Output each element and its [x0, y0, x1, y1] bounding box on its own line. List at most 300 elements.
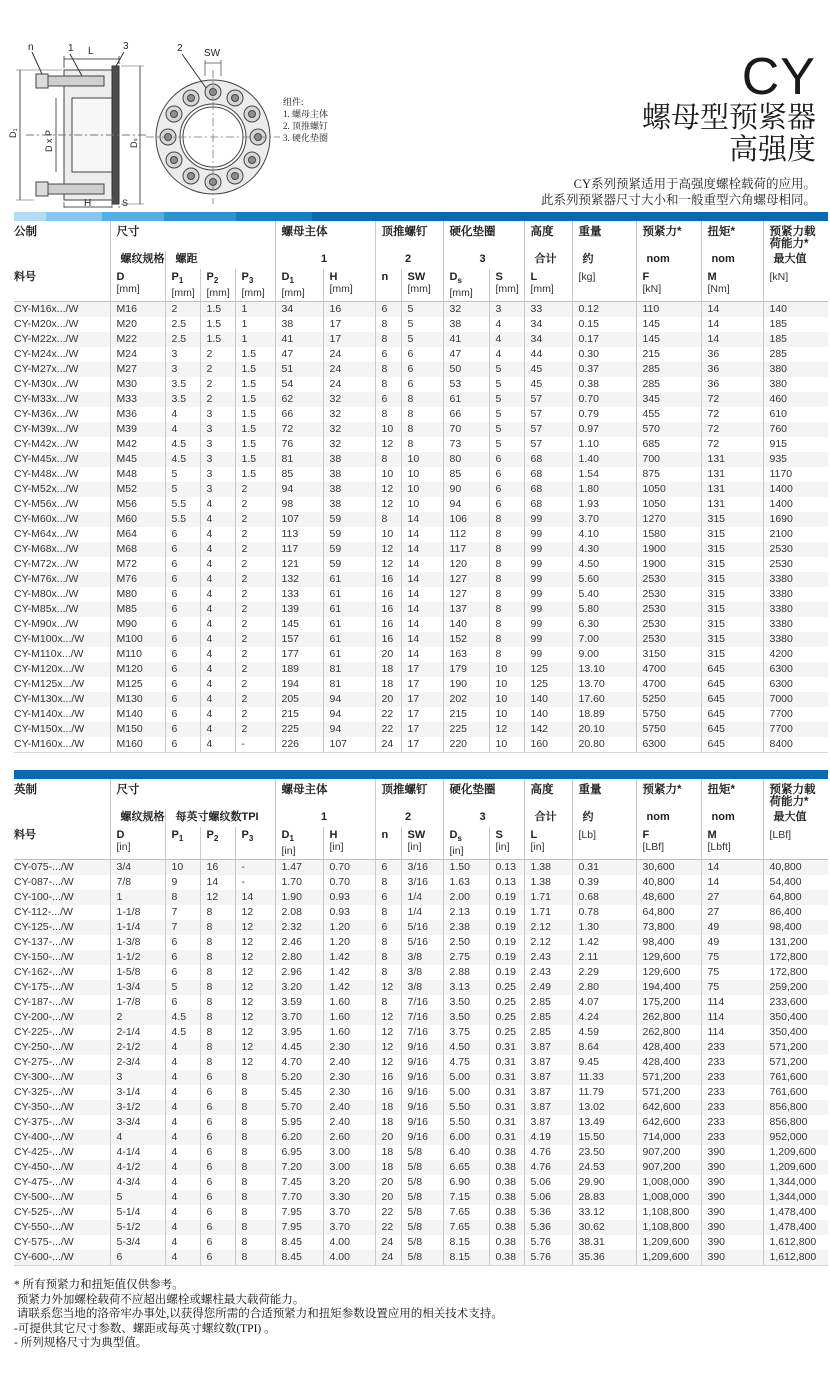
- data-cell: 2.30: [323, 1040, 375, 1055]
- data-cell: 133: [275, 587, 323, 602]
- data-cell: 1.42: [572, 935, 636, 950]
- column-header: $P_2$ [mm]: [200, 269, 235, 302]
- label-DxP: D x P: [44, 129, 54, 152]
- data-cell: 107: [275, 512, 323, 527]
- data-cell: M56: [110, 497, 165, 512]
- data-cell: 1-7/8: [110, 995, 165, 1010]
- data-cell: 36: [701, 347, 763, 362]
- data-cell: 5.00: [443, 1070, 489, 1085]
- sub-blank: [14, 251, 110, 269]
- data-cell: 13.70: [572, 677, 636, 692]
- data-cell: 2.96: [275, 965, 323, 980]
- column-header: M [Nm]: [701, 269, 763, 302]
- data-cell: 3.95: [275, 1025, 323, 1040]
- data-cell: 1.20: [323, 920, 375, 935]
- part-number-cell: CY-M160x.../W: [14, 737, 110, 753]
- data-cell: 5.76: [524, 1235, 572, 1250]
- data-cell: 22: [375, 1220, 401, 1235]
- data-cell: 2.50: [443, 935, 489, 950]
- label-SW: SW: [204, 48, 221, 59]
- data-cell: 2530: [636, 602, 701, 617]
- data-cell: 4700: [636, 677, 701, 692]
- data-cell: 645: [701, 692, 763, 707]
- data-cell: 3: [200, 407, 235, 422]
- data-cell: 915: [763, 437, 828, 452]
- column-header: F [LBf]: [636, 827, 701, 860]
- sub-blank: [14, 809, 110, 827]
- data-cell: M52: [110, 482, 165, 497]
- data-cell: 1.50: [443, 860, 489, 876]
- data-cell: 760: [763, 422, 828, 437]
- data-cell: 2: [235, 677, 275, 692]
- data-cell: 32: [443, 302, 489, 318]
- label-D1: D₁: [8, 128, 18, 138]
- data-cell: 4: [200, 587, 235, 602]
- data-cell: 32: [323, 392, 375, 407]
- data-cell: 1,108,800: [636, 1220, 701, 1235]
- sub-total: 合计: [524, 809, 572, 827]
- data-cell: 5: [401, 332, 443, 347]
- data-cell: 57: [524, 422, 572, 437]
- data-cell: 18: [375, 677, 401, 692]
- part-number-cell: CY-M60x.../W: [14, 513, 79, 526]
- data-cell: 113: [275, 527, 323, 542]
- group-torque: 扭矩*: [701, 779, 763, 809]
- data-cell: 11.33: [572, 1070, 636, 1085]
- side-view: [16, 52, 146, 208]
- data-cell: 140: [763, 302, 828, 318]
- data-cell: 68: [524, 467, 572, 482]
- part-number-cell: CY-575-.../W: [14, 1236, 74, 1249]
- column-header: $P_3$: [235, 827, 275, 860]
- sub-part-3: 3: [443, 809, 524, 827]
- data-cell: 856,800: [763, 1100, 828, 1115]
- data-cell: 80: [443, 452, 489, 467]
- data-cell: 1.71: [524, 890, 572, 905]
- data-cell: 12: [200, 890, 235, 905]
- data-cell: 1-1/8: [110, 905, 165, 920]
- data-cell: 3380: [763, 572, 828, 587]
- data-cell: 10: [401, 452, 443, 467]
- data-cell: 8: [375, 950, 401, 965]
- data-cell: 17: [401, 707, 443, 722]
- column-header: n: [375, 827, 401, 860]
- data-cell: 4: [489, 332, 524, 347]
- data-cell: 0.25: [489, 995, 524, 1010]
- data-cell: 5.76: [524, 1250, 572, 1266]
- data-cell: 8: [235, 1085, 275, 1100]
- data-cell: M68: [110, 542, 165, 557]
- data-cell: 27: [701, 905, 763, 920]
- data-cell: 3.00: [323, 1145, 375, 1160]
- data-cell: 70: [443, 422, 489, 437]
- data-cell: 14: [235, 890, 275, 905]
- table-row: [14, 587, 828, 602]
- table-row: [14, 1235, 828, 1250]
- data-cell: 125: [524, 662, 572, 677]
- data-cell: 1.63: [443, 875, 489, 890]
- data-cell: 5.06: [524, 1175, 572, 1190]
- data-cell: 14: [401, 587, 443, 602]
- data-cell: 110: [636, 302, 701, 318]
- table-row: [14, 965, 828, 980]
- data-cell: 10: [489, 737, 524, 753]
- column-header: L [in]: [524, 827, 572, 860]
- data-cell: 428,400: [636, 1055, 701, 1070]
- data-cell: M39: [110, 422, 165, 437]
- grade-title: 高强度: [728, 134, 816, 166]
- group-capacity: 预紧力载荷能力*: [763, 221, 828, 251]
- data-cell: 9.45: [572, 1055, 636, 1070]
- data-cell: 1270: [636, 512, 701, 527]
- data-cell: 1/4: [401, 905, 443, 920]
- data-cell: 233: [701, 1070, 763, 1085]
- data-cell: 16: [375, 587, 401, 602]
- data-cell: 2: [110, 1010, 165, 1025]
- data-cell: 6.40: [443, 1145, 489, 1160]
- data-cell: 455: [636, 407, 701, 422]
- data-cell: 315: [701, 587, 763, 602]
- data-cell: 315: [701, 527, 763, 542]
- data-cell: 32: [323, 437, 375, 452]
- data-cell: 98,400: [636, 935, 701, 950]
- data-cell: 2.88: [443, 965, 489, 980]
- data-cell: 4: [200, 677, 235, 692]
- data-cell: 18: [375, 1100, 401, 1115]
- data-cell: 700: [636, 452, 701, 467]
- data-cell: 2: [235, 557, 275, 572]
- data-cell: 8: [235, 1130, 275, 1145]
- data-cell: 10: [165, 860, 200, 876]
- table-row: [14, 347, 828, 362]
- data-cell: 14: [701, 332, 763, 347]
- table-row: [14, 572, 828, 587]
- part-number-cell: CY-400-.../W: [14, 1131, 74, 1144]
- data-cell: 24: [323, 347, 375, 362]
- data-cell: 35.36: [572, 1250, 636, 1266]
- data-cell: 90: [443, 482, 489, 497]
- column-header: [Lb]: [572, 827, 636, 860]
- data-cell: 3/8: [401, 950, 443, 965]
- data-cell: 0.25: [489, 1025, 524, 1040]
- data-cell: 8: [235, 1160, 275, 1175]
- data-cell: 8: [489, 647, 524, 662]
- column-header: 料号: [14, 827, 110, 860]
- table-row: [14, 1070, 828, 1085]
- data-cell: 5/16: [401, 920, 443, 935]
- data-cell: 61: [323, 617, 375, 632]
- data-cell: 3/8: [401, 965, 443, 980]
- data-cell: 6: [165, 647, 200, 662]
- data-cell: 1050: [636, 497, 701, 512]
- data-cell: 12: [235, 1040, 275, 1055]
- data-cell: 2: [235, 617, 275, 632]
- sub-nom-m: nom: [701, 809, 763, 827]
- data-cell: 0.19: [489, 935, 524, 950]
- data-cell: 117: [275, 542, 323, 557]
- data-cell: 390: [701, 1145, 763, 1160]
- data-cell: 1.10: [572, 437, 636, 452]
- data-cell: 4: [200, 512, 235, 527]
- table-row: [14, 677, 828, 692]
- data-cell: 285: [763, 347, 828, 362]
- data-cell: 1.30: [572, 920, 636, 935]
- data-cell: 16: [200, 860, 235, 876]
- data-cell: 14: [701, 860, 763, 876]
- part-number-cell: CY-M42x.../W: [14, 438, 79, 451]
- data-cell: 22: [375, 707, 401, 722]
- data-cell: 315: [701, 647, 763, 662]
- part-number-cell: CY-075-.../W: [14, 861, 74, 874]
- table-row: [14, 860, 828, 876]
- part-number-cell: CY-M36x.../W: [14, 408, 79, 421]
- data-cell: 6: [200, 1085, 235, 1100]
- data-cell: 6: [401, 377, 443, 392]
- data-cell: 24: [375, 1235, 401, 1250]
- data-cell: 1.5: [200, 302, 235, 318]
- data-cell: 75: [701, 950, 763, 965]
- data-cell: 2.40: [323, 1100, 375, 1115]
- data-cell: 4200: [763, 647, 828, 662]
- part-number-cell: CY-M16x.../W: [14, 303, 79, 316]
- data-cell: 1.38: [524, 860, 572, 876]
- data-cell: 2: [235, 527, 275, 542]
- data-cell: 4.30: [572, 542, 636, 557]
- data-cell: 6: [489, 482, 524, 497]
- data-cell: 8: [401, 422, 443, 437]
- data-cell: 1.42: [323, 965, 375, 980]
- part-number-cell: CY-475-.../W: [14, 1176, 74, 1189]
- data-cell: 14: [701, 875, 763, 890]
- data-cell: 3380: [763, 602, 828, 617]
- data-cell: 38: [443, 317, 489, 332]
- sub-part-2: 2: [375, 809, 443, 827]
- data-cell: 5: [401, 302, 443, 318]
- data-cell: 571,200: [636, 1070, 701, 1085]
- part-number-cell: CY-250-.../W: [14, 1041, 74, 1054]
- data-cell: 350,400: [763, 1025, 828, 1040]
- data-cell: 14: [401, 572, 443, 587]
- data-cell: 9/16: [401, 1100, 443, 1115]
- data-cell: 9/16: [401, 1040, 443, 1055]
- data-cell: 3.13: [443, 980, 489, 995]
- data-cell: 4: [165, 1205, 200, 1220]
- data-cell: 0.38: [572, 377, 636, 392]
- data-cell: 5: [165, 980, 200, 995]
- data-cell: 3: [200, 422, 235, 437]
- data-cell: 4: [165, 1115, 200, 1130]
- data-cell: 10: [401, 482, 443, 497]
- data-cell: 99: [524, 572, 572, 587]
- data-cell: 6: [200, 1130, 235, 1145]
- data-cell: 2.30: [323, 1085, 375, 1100]
- data-cell: 7.95: [275, 1205, 323, 1220]
- data-cell: 345: [636, 392, 701, 407]
- data-cell: 1.60: [323, 1025, 375, 1040]
- data-cell: 3.20: [275, 980, 323, 995]
- table-row: [14, 1190, 828, 1205]
- data-cell: 131: [701, 482, 763, 497]
- data-cell: 3150: [636, 647, 701, 662]
- data-cell: 2-3/4: [110, 1055, 165, 1070]
- data-cell: 8: [165, 890, 200, 905]
- data-cell: 127: [443, 587, 489, 602]
- table-row: [14, 362, 828, 377]
- data-cell: 22: [375, 1205, 401, 1220]
- column-header: $D_1$ [mm]: [275, 269, 323, 302]
- data-cell: 9/16: [401, 1055, 443, 1070]
- data-cell: 8: [375, 362, 401, 377]
- data-cell: 157: [275, 632, 323, 647]
- data-cell: 0.79: [572, 407, 636, 422]
- product-type-title: 螺母型预紧器: [641, 102, 816, 134]
- data-cell: 11.79: [572, 1085, 636, 1100]
- data-cell: 8: [401, 437, 443, 452]
- data-cell: 30,600: [636, 860, 701, 876]
- data-cell: 36: [701, 377, 763, 392]
- data-cell: 0.39: [572, 875, 636, 890]
- data-cell: 3: [200, 482, 235, 497]
- data-cell: 4.00: [323, 1235, 375, 1250]
- data-cell: 0.19: [489, 905, 524, 920]
- data-cell: 5/8: [401, 1205, 443, 1220]
- column-header: $P_1$: [165, 827, 200, 860]
- data-cell: 3.70: [572, 512, 636, 527]
- data-cell: 47: [443, 347, 489, 362]
- data-cell: 16: [375, 1085, 401, 1100]
- data-cell: 1,008,000: [636, 1175, 701, 1190]
- data-cell: 8: [200, 1040, 235, 1055]
- table-row: [14, 980, 828, 995]
- data-cell: 4: [110, 1130, 165, 1145]
- data-cell: 6: [165, 557, 200, 572]
- data-cell: 0.38: [489, 1220, 524, 1235]
- data-cell: M48: [110, 467, 165, 482]
- data-cell: 4.10: [572, 527, 636, 542]
- part-number-cell: CY-M140x.../W: [14, 708, 85, 721]
- data-cell: 24: [323, 377, 375, 392]
- data-cell: 4: [200, 647, 235, 662]
- column-header: L [mm]: [524, 269, 572, 302]
- data-cell: 8: [375, 407, 401, 422]
- data-cell: 3: [165, 347, 200, 362]
- data-cell: M90: [110, 617, 165, 632]
- data-cell: 4: [200, 692, 235, 707]
- data-cell: 8: [235, 1145, 275, 1160]
- data-cell: 179: [443, 662, 489, 677]
- data-cell: 125: [524, 677, 572, 692]
- column-header: [LBf]: [763, 827, 828, 860]
- data-cell: 0.31: [489, 1040, 524, 1055]
- data-cell: 98,400: [763, 920, 828, 935]
- data-cell: 14: [200, 875, 235, 890]
- data-cell: 2530: [763, 557, 828, 572]
- data-cell: 48,600: [636, 890, 701, 905]
- data-cell: 139: [275, 602, 323, 617]
- data-cell: 6: [165, 632, 200, 647]
- data-cell: 9/16: [401, 1115, 443, 1130]
- data-cell: 6: [165, 737, 200, 753]
- data-cell: 4.5: [165, 1010, 200, 1025]
- data-cell: 36: [701, 362, 763, 377]
- data-cell: 6: [165, 692, 200, 707]
- data-cell: 41: [443, 332, 489, 347]
- data-cell: 2: [200, 362, 235, 377]
- data-cell: 99: [524, 632, 572, 647]
- data-cell: 86,400: [763, 905, 828, 920]
- group-dimensions: 尺寸: [110, 221, 275, 251]
- data-cell: 12: [235, 980, 275, 995]
- data-cell: 8: [401, 407, 443, 422]
- data-cell: 129,600: [636, 965, 701, 980]
- part-number-cell: CY-M68x.../W: [14, 543, 79, 556]
- data-cell: 27: [701, 890, 763, 905]
- data-cell: 3/8: [401, 980, 443, 995]
- data-cell: 142: [524, 722, 572, 737]
- table-row: [14, 1040, 828, 1055]
- data-cell: 6: [200, 1190, 235, 1205]
- sub-tpi: 每英寸螺纹数TPI: [165, 809, 275, 827]
- data-cell: 5: [489, 437, 524, 452]
- table-row: [14, 602, 828, 617]
- data-cell: 0.38: [489, 1190, 524, 1205]
- data-cell: 0.13: [489, 860, 524, 876]
- data-cell: 81: [275, 452, 323, 467]
- data-cell: -: [235, 737, 275, 753]
- data-cell: 94: [275, 482, 323, 497]
- data-cell: 2530: [636, 632, 701, 647]
- data-cell: 20.10: [572, 722, 636, 737]
- data-cell: 2-1/4: [110, 1025, 165, 1040]
- table-row: [14, 1130, 828, 1145]
- data-cell: 4: [165, 1100, 200, 1115]
- data-cell: 34: [524, 317, 572, 332]
- data-cell: 114: [701, 1025, 763, 1040]
- metric-table-body: [14, 302, 828, 753]
- data-cell: 40,800: [636, 875, 701, 890]
- data-cell: 59: [323, 527, 375, 542]
- data-cell: 3.87: [524, 1040, 572, 1055]
- data-cell: 315: [701, 512, 763, 527]
- table-row: [14, 1205, 828, 1220]
- part-number-cell: CY-M56x.../W: [14, 498, 79, 511]
- data-cell: 18: [375, 1160, 401, 1175]
- data-cell: 44: [524, 347, 572, 362]
- data-cell: 99: [524, 647, 572, 662]
- data-cell: 0.97: [572, 422, 636, 437]
- data-cell: 185: [763, 317, 828, 332]
- data-cell: 54: [275, 377, 323, 392]
- table-row: [14, 1085, 828, 1100]
- part-number-cell: CY-M90x.../W: [14, 618, 79, 631]
- part-number-cell: CY-M80x.../W: [14, 588, 79, 601]
- data-cell: 233,600: [763, 995, 828, 1010]
- data-cell: 99: [524, 527, 572, 542]
- data-cell: 3/16: [401, 875, 443, 890]
- data-cell: 4: [489, 317, 524, 332]
- data-cell: 8: [235, 1115, 275, 1130]
- metric-spec-table: [14, 221, 828, 753]
- data-cell: 41: [275, 332, 323, 347]
- data-cell: 380: [763, 362, 828, 377]
- data-cell: 4.5: [165, 1025, 200, 1040]
- data-cell: 1.5: [235, 362, 275, 377]
- data-cell: 6: [200, 1250, 235, 1266]
- data-cell: 6: [165, 602, 200, 617]
- data-cell: 57: [524, 392, 572, 407]
- part-number-cell: CY-M33x.../W: [14, 393, 79, 406]
- data-cell: 1.5: [235, 452, 275, 467]
